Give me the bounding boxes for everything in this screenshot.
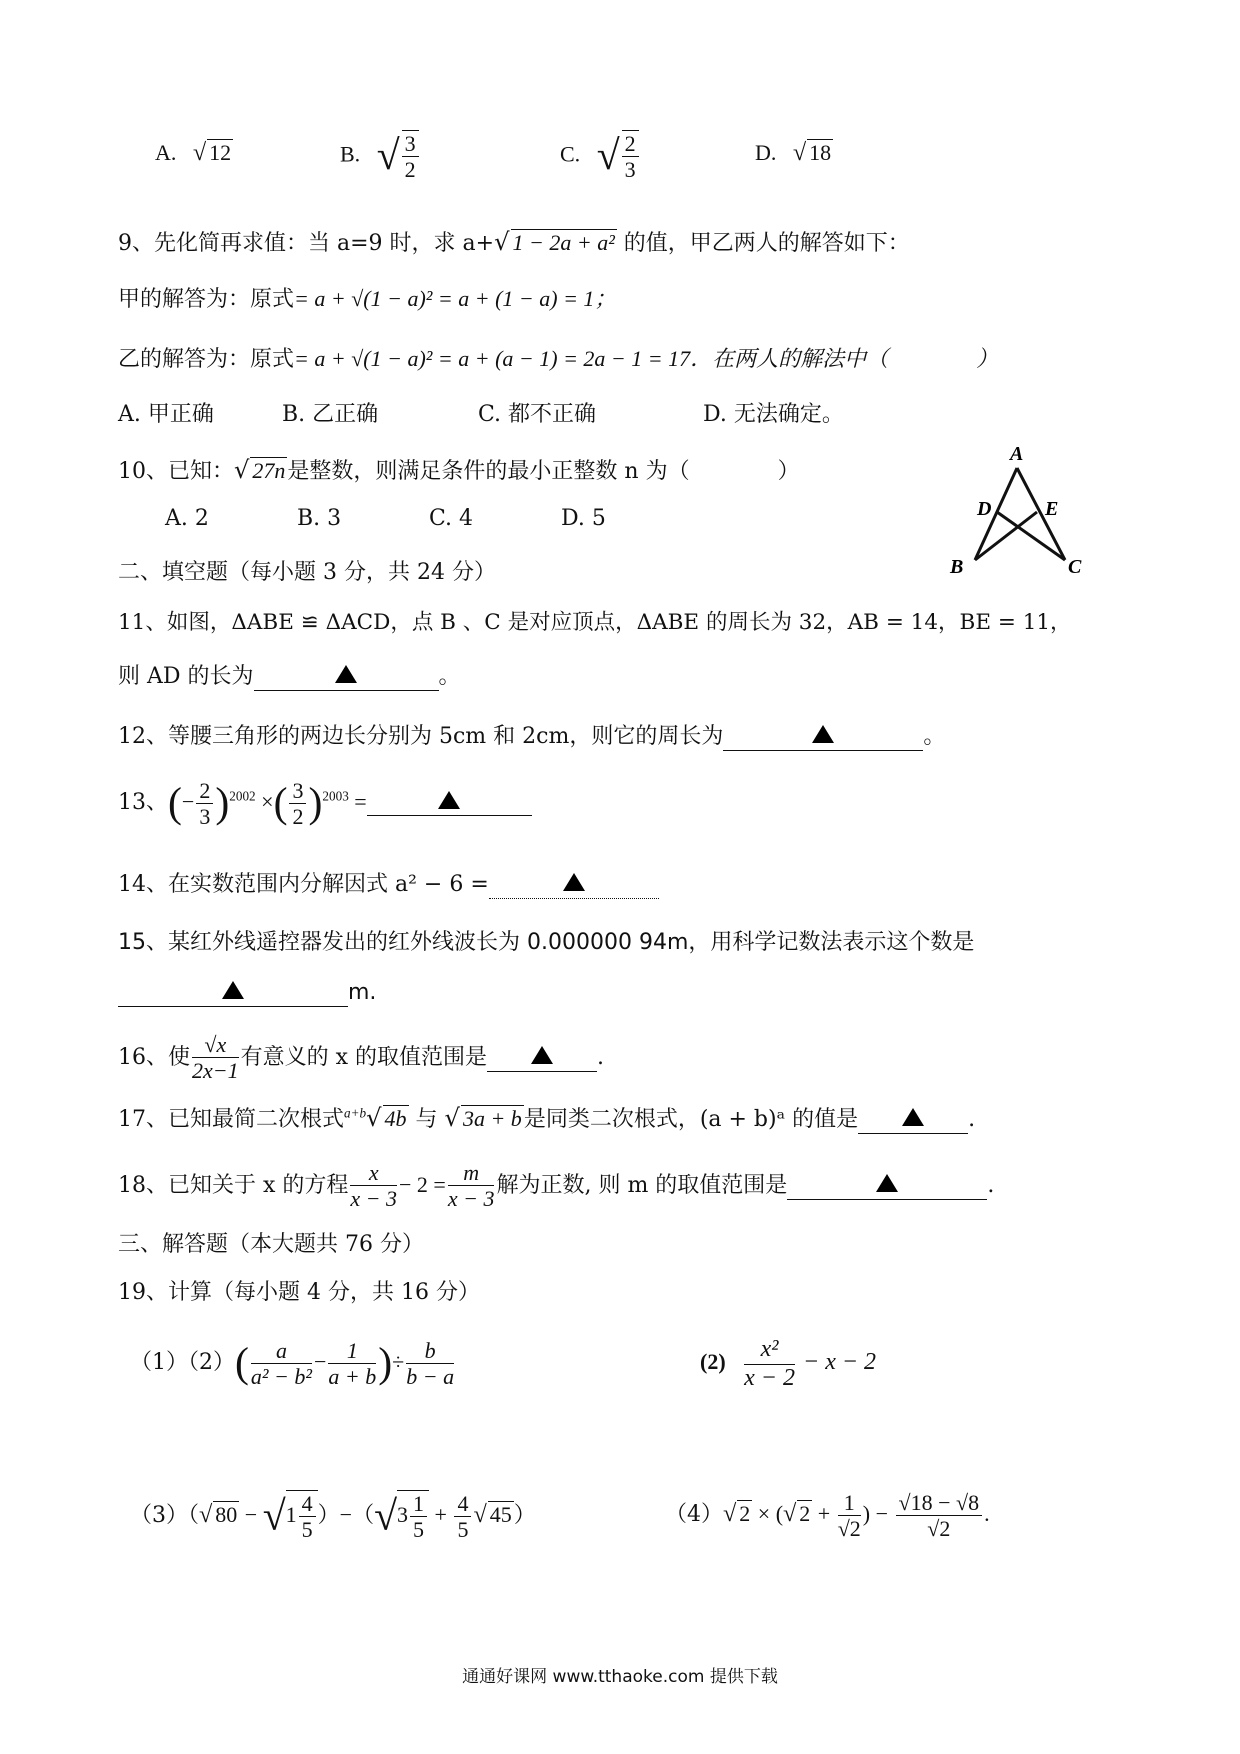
q10-stem: 10、已知：√ 27n是整数，则满足条件的最小正整数 n 为（ ） xyxy=(118,456,800,484)
label-b: B xyxy=(950,556,964,578)
q11-answer-blank[interactable] xyxy=(254,664,439,691)
q8-option-c: C. √ $\frac{2}{3}$ xyxy=(560,130,641,183)
q14-answer-blank[interactable] xyxy=(489,872,659,899)
q9-yi-answer: 乙的解答为：原式= a + √(1 − a)² = a + (a − 1) = 2a − 1 = 17．在两人的解法中（ ） xyxy=(118,346,999,372)
q9-jia-answer: 甲的解答为：原式= a + √(1 − a)² = a + (1 − a) = 1； xyxy=(118,286,617,312)
answer-mark-icon xyxy=(335,665,357,683)
q19-title: 19、计算（每小题 4 分，共 16 分） xyxy=(118,1280,480,1305)
answer-mark-icon xyxy=(812,725,834,743)
q11-line1: 11、如图，ΔABE ≌ ΔACD，点 B 、C 是对应顶点，ΔABE 的周长为 32，AB = 14，BE = 11， xyxy=(118,610,1072,635)
q15-line1: 15、某红外线遥控器发出的红外线波长为 0.000000 94m，用科学记数法表示这个数是 xyxy=(118,930,975,955)
q9-option-b: B. 乙正确 xyxy=(282,402,379,427)
q11-line2: 则 AD 的长为 。 xyxy=(118,664,461,691)
q9-stem: 9、先化简再求值：当 a=9 时，求 a+√ 1 − 2a + a² 的值，甲乙两人的解答如下： xyxy=(118,228,910,256)
q8-option-d: D. √ 18 xyxy=(755,139,832,166)
q12-answer-blank[interactable] xyxy=(723,724,923,751)
q18-answer-blank[interactable] xyxy=(787,1173,987,1200)
answer-mark-icon xyxy=(531,1046,553,1064)
q18-line: 18、已知关于 x 的方程 $\frac{x}{x - 3}$ − 2 = $\frac{m}{x - 3}$ 解为正数, 则 m 的取值范围是 . xyxy=(118,1160,995,1212)
q8-option-a: A. √ 12 xyxy=(155,139,232,166)
q17-answer-blank[interactable] xyxy=(858,1107,968,1134)
q9-option-d: D. 无法确定。 xyxy=(703,402,844,427)
q10-option-d: D. 5 xyxy=(561,506,606,531)
answer-mark-icon xyxy=(563,873,585,891)
answer-mark-icon xyxy=(222,981,244,999)
answer-mark-icon xyxy=(438,791,460,809)
q19-part2: (2) $\frac{\text{x²}}{x - 2}$ − x − 2 xyxy=(700,1336,877,1391)
q8-option-b: B. √ $\frac{3}{2}$ xyxy=(340,130,421,183)
section-2-title: 二、填空题（每小题 3 分，共 24 分） xyxy=(118,560,496,585)
q9-option-a: A. 甲正确 xyxy=(118,402,214,427)
answer-mark-icon xyxy=(902,1108,924,1126)
q17-line: 17、已知最简二次根式$^{a+b}$√ 4b 与 √ 3a + b是同类二次根式，(a + b)ᵃ 的值是 . xyxy=(118,1104,975,1134)
q13-answer-blank[interactable] xyxy=(367,789,532,816)
q19-part1: （1）（2）( $\frac{a}{\text{a² − b²}}$ − $\frac{1}{a + b}$ )÷ $\frac{b}{b - a}$ xyxy=(130,1338,455,1390)
label-d: D xyxy=(977,498,992,520)
q14-line: 14、在实数范围内分解因式 a² − 6 = xyxy=(118,872,659,899)
q15-line2: m. xyxy=(118,980,376,1007)
q16-line: 16、使 $\frac{√x}{2x-1}$ 有意义的 x 的取值范围是 . xyxy=(118,1032,605,1084)
label-c: C xyxy=(1068,556,1082,578)
q16-answer-blank[interactable] xyxy=(487,1045,597,1072)
label-e: E xyxy=(1045,498,1059,520)
footer-credit: 通通好课网 www.tthaoke.com 提供下载 xyxy=(462,1667,778,1687)
answer-mark-icon xyxy=(876,1174,898,1192)
q10-option-c: C. 4 xyxy=(429,506,474,531)
q10-option-a: A. 2 xyxy=(165,506,209,531)
q9-option-c: C. 都不正确 xyxy=(478,402,597,427)
label-a: A xyxy=(1010,443,1024,465)
q19-part3: （3）（√ 80 − √1 $\frac{4}{5}$ ）−（√3 $\frac{1}{5}$ + $\frac{4}{5}$ √ 45） xyxy=(130,1491,536,1543)
q19-part4: （4）√ 2 × (√ 2 + $\frac{1}{√2}$ ) − $\frac{√18 - √8}{√2}$ . xyxy=(665,1490,990,1542)
triangle-figure xyxy=(935,440,1095,590)
q12-line: 12、等腰三角形的两边长分别为 5cm 和 2cm，则它的周长为 。 xyxy=(118,724,945,751)
q13-line: 13、(− $\frac{2}{3}$ )$^{2002}$ ×( $\frac{3}{2}$ )$^{2003}$ = xyxy=(118,778,532,830)
q10-option-b: B. 3 xyxy=(297,506,342,531)
section-3-title: 三、解答题（本大题共 76 分） xyxy=(118,1232,424,1257)
q15-answer-blank[interactable] xyxy=(118,980,348,1007)
